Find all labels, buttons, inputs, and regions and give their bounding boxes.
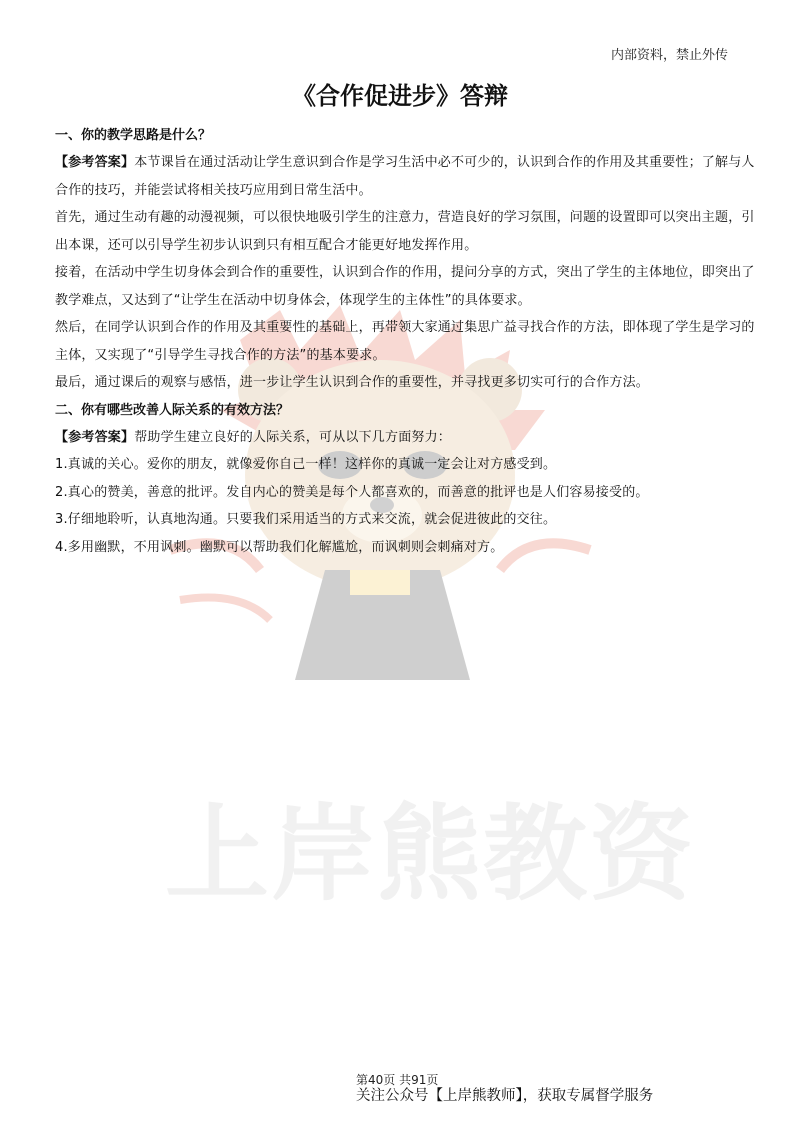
paragraph-text: 帮助学生建立良好的人际关系，可从以下几方面努力：	[134, 429, 452, 445]
section-2-item-1: 1.真诚的关心。爱你的朋友，就像爱你自己一样！这样你的真诚一定会让对方感受到。	[55, 457, 557, 472]
watermark-text: 上岸熊教资	[165, 793, 696, 915]
section-2-paragraph-1	[55, 424, 755, 452]
footer-promo: 关注公众号【上岸熊教师】，获取专属督学服务	[356, 1088, 654, 1104]
document-body	[55, 122, 755, 561]
section-heading-1: 一、你的教学思路是什么？	[55, 128, 212, 143]
section-1-paragraph-5: 最后，通过课后的观察与感悟，进一步让学生认识到合作的重要性，并寻找更多切实可行的合作方法。	[55, 375, 650, 390]
section-2-item-3: 3.仔细地聆听，认真地沟通。只要我们采用适当的方式来交流，就会促进彼此的交往。	[55, 512, 557, 527]
section-1-paragraph-1	[55, 149, 755, 204]
section-2-item-2: 2.真心的赞美，善意的批评。发自内心的赞美是每个人都喜欢的，而善意的批评也是人们容易接受的。	[55, 484, 649, 500]
answer-label-1: 【参考答案】	[55, 155, 135, 170]
section-heading-2: 二、你有哪些改善人际关系的有效方法？	[55, 402, 290, 418]
section-1-paragraph-3: 接着，在活动中学生切身体会到合作的重要性，认识到合作的作用，提问分享的方式，突出了学生的主体地位，即突出了教学难点，又达到了“让学生在活动中切身体会，体现学生的主体性”的具体要求。	[55, 265, 755, 308]
section-2-item-4: 4.多用幽默，不用讽刺。幽默可以帮助我们化解尴尬，而讽刺则会刺痛对方。	[55, 539, 504, 555]
confidential-note: 内部资料，禁止外传	[610, 48, 728, 63]
section-1-paragraph-2: 首先，通过生动有趣的动漫视频，可以很快地吸引学生的注意力，营造良好的学习氛围，问题的设置即可以突出主题，引出本课，还可以引导学生初步认识到只有相互配合才能更好地发挥作用。	[55, 210, 755, 253]
section-1-paragraph-4: 然后，在同学认识到合作的作用及其重要性的基础上，再带领大家通过集思广益寻找合作的方法，即体现了学生是学习的主体，又实现了“引导学生寻找合作的方法”的基本要求。	[55, 320, 755, 363]
page-number: 第40页 共91页	[356, 1073, 439, 1087]
paragraph-text: 本节课旨在通过活动让学生意识到合作是学习生活中必不可少的，认识到合作的作用及其重要性；了解与人合作的技巧，并能尝试将相关技巧应用到日常生活中。	[55, 155, 755, 198]
page-title: 《合作促进步》答辩	[292, 82, 508, 110]
answer-label-2: 【参考答案】	[55, 429, 135, 445]
